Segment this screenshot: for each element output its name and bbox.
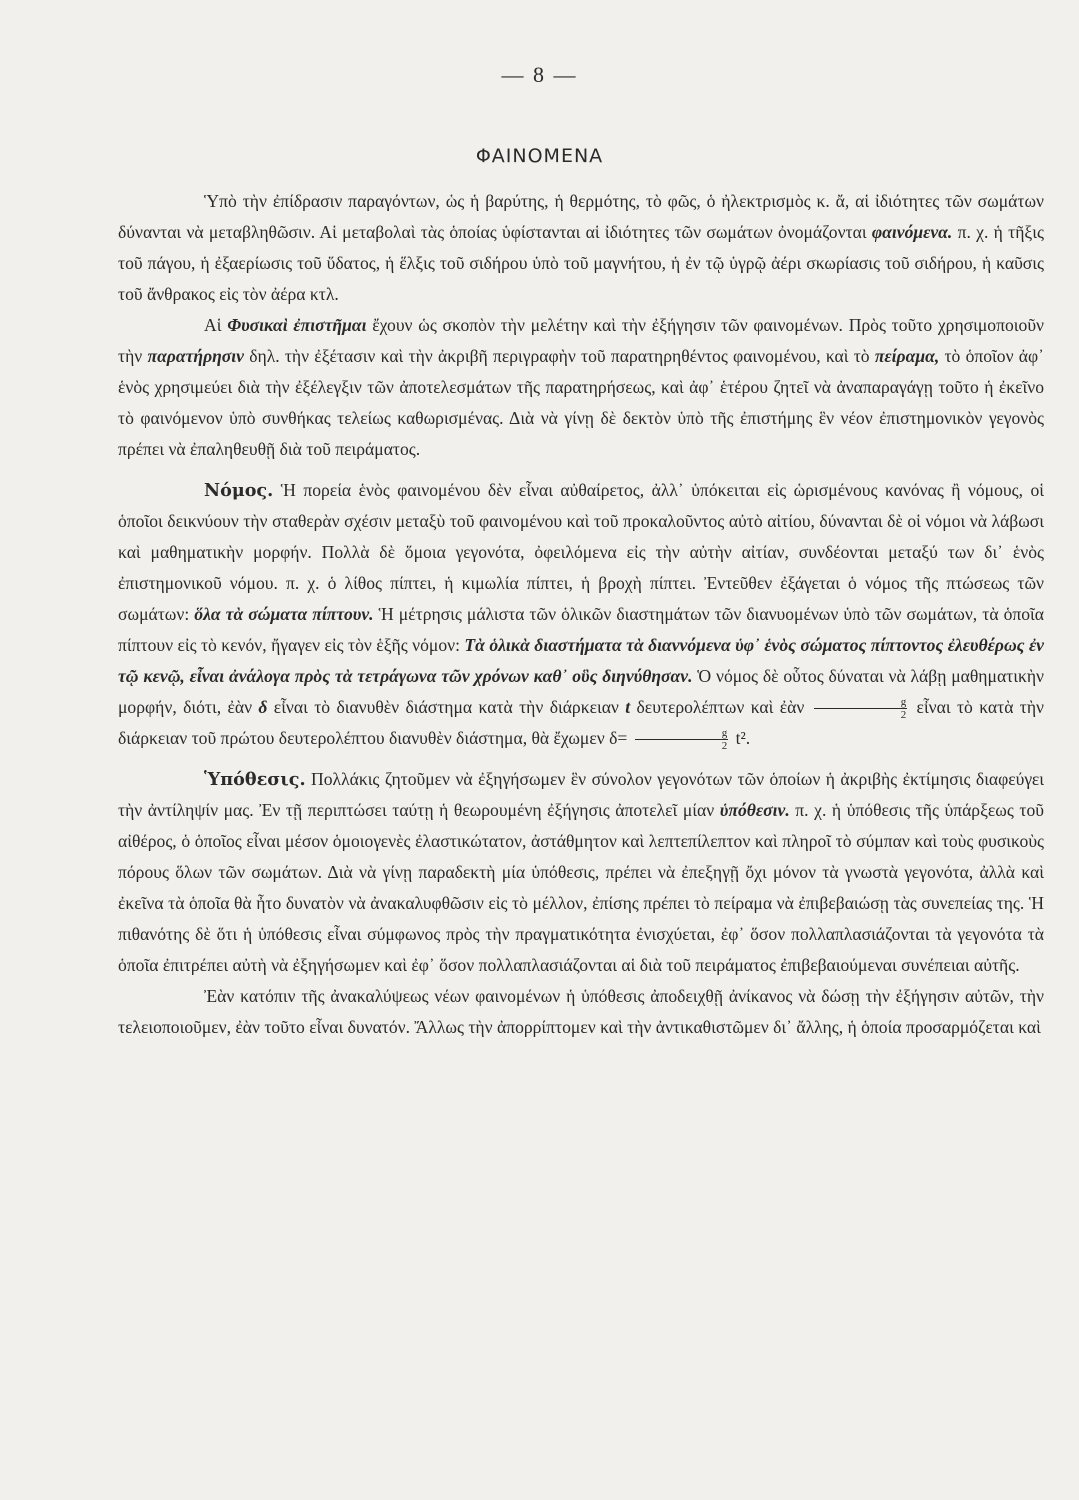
body-text bbox=[118, 186, 1044, 1043]
paragraph-phenomena bbox=[118, 186, 1044, 310]
term-observation: παρατήρησιν bbox=[147, 346, 244, 366]
fraction-numerator: g bbox=[635, 727, 729, 740]
fraction-g-over-2 bbox=[635, 727, 729, 752]
paragraph-text: δηλ. τὴν ἐξέτασιν καὶ τὴν ἀκριβῆ περιγραφὴν τοῦ παρατηρηθέντος φαινομένου, καὶ τὸ bbox=[243, 346, 875, 366]
paragraph-text: t². bbox=[731, 728, 751, 748]
paragraph-text: Ἐὰν κατόπιν τῆς ἀνακαλύψεως νέων φαινομένων ἡ ὑπόθεσις ἀποδειχθῇ ἀνίκανος νὰ δώσῃ τὴν ἐξήγησιν αὐτῶν, τὴν τελειοποιοῦμεν, ἐὰν τοῦτο εἶναι δυνατόν. Ἄλλως τὴν ἀπορρίπτομεν καὶ τὴν ἀντικαθιστῶμεν δι᾽ ἄλλης, ἡ ὁποία προσαρμόζεται καὶ bbox=[118, 986, 1044, 1037]
paragraph-text: Ἡ μέτρησις μάλιστα τῶν ὁλικῶν διαστημάτων τῶν διανυομένων ὑπὸ τῶν σωμάτων, τὰ ὁποῖα πίπτουν εἰς τὸ κενόν, ἤγαγεν εἰς τὸν ἑξῆς νόμον: bbox=[118, 604, 1045, 655]
section-heading: ΦΑΙΝΟΜΕΝΑ bbox=[475, 145, 604, 167]
paragraph-text: Ὁ νόμος δὲ οὗτος δύναται νὰ λάβῃ μαθηματικὴν μορφήν, διότι, ἐὰν bbox=[118, 666, 1044, 717]
term-hypothesis: ὑπόθεσιν. bbox=[719, 800, 790, 820]
paragraph-text: εἶναι τὸ διανυθὲν διάστημα κατὰ τὴν διάρκειαν bbox=[267, 697, 626, 717]
term-physical-sciences: Φυσικαὶ ἐπιστῆμαι bbox=[227, 315, 367, 335]
fraction-denominator: 2 bbox=[900, 709, 907, 722]
fraction-numerator: g bbox=[814, 696, 908, 709]
paragraph-text: ἔχουν ὡς σκοπὸν τὴν μελέτην καὶ τὴν ἐξήγησιν τῶν φαινομένων. Πρὸς τοῦτο χρησιμοποιοῦν τὴν bbox=[118, 315, 1044, 366]
paragraph-text: εἶναι τὸ κατὰ τὴν διάρκειαν τοῦ πρώτου δευτερολέπτου διανυθὲν διάστημα, θὰ ἔχωμεν δ= bbox=[118, 697, 1045, 748]
variable-t: t bbox=[625, 697, 631, 717]
paragraph-hypothesis bbox=[118, 764, 1044, 981]
term-phenomena: φαινόμενα. bbox=[871, 222, 953, 242]
fraction-denominator: 2 bbox=[721, 740, 728, 753]
fraction-g-over-2 bbox=[814, 696, 908, 721]
variable-d: δ bbox=[258, 697, 268, 717]
paragraph-text: π. χ. ἡ ὑπόθεσις τῆς ὑπάρξεως τοῦ αἰθέρος, ὁ ὁποῖος εἶναι μέσον ὁμοιογενὲς ἐλαστικώτατον, ἀστάθμητον καὶ λεπτεπίλεπτον καὶ πληροῖ τὸ σύμπαν καὶ τοὺς φυσικοὺς πόρους ὅλων τῶν σωμάτων. Διὰ νὰ γίνῃ παραδεκτὴ μία ὑπόθεσις, πρέπει νὰ ἐπεξηγῇ ὄχι μόνον τὰ γνωστὰ γεγονότα, ἀλλὰ καὶ ἐκεῖνα τὰ ὁποῖα θὰ ἦτο δυνατὸν νὰ ἀνακαλυφθῶσιν εἰς τὸ μέλλον, ἐπίσης πρέπει τὸ πείραμα νὰ ἐπιβεβαιώσῃ τὰς συνεπείας της. Ἡ πιθανότης δὲ ὅτι ἡ ὑπόθεσις εἶναι σύμφωνος πρὸς τὴν πραγματικότητα ἐνισχύεται, ἐφ᾽ ὅσον πολλαπλασιάζονται τὰ γεγονότα τὰ ὁποῖα ἐπιτρέπει αὐτὴ νὰ ἐξηγήσωμεν καὶ ἐφ᾽ ὅσον πολλαπλασιάζονται αἱ διὰ τοῦ πειράματος ἐπιβεβαιούμεναι συνέπειαι αὐτῆς. bbox=[118, 800, 1044, 975]
paragraph-sciences bbox=[118, 310, 1044, 465]
label-hypothesis: Ὑπόθεσις. bbox=[204, 769, 306, 790]
paragraph-law bbox=[118, 475, 1044, 754]
paragraph-text: Ὑπὸ τὴν ἐπίδρασιν παραγόντων, ὡς ἡ βαρύτης, ἡ θερμότης, τὸ φῶς, ὁ ἠλεκτρισμὸς κ. ἄ, αἱ ἰδιότητες τῶν σωμάτων δύνανται νὰ μεταβληθῶσιν. Αἱ μεταβολαὶ τὰς ὁποίας ὑφίστανται αἱ ἰδιότητες τῶν σωμάτων ὀνομάζονται bbox=[118, 191, 1044, 242]
law-statement: ὅλα τὰ σώματα πίπτουν. bbox=[194, 604, 374, 624]
term-experiment: πείραμα, bbox=[874, 346, 940, 366]
label-law: Νόμος. bbox=[204, 480, 274, 501]
paragraph-text: Αἱ bbox=[204, 315, 228, 335]
paragraph-text: τὸ ὁποῖον ἀφ᾽ ἑνὸς χρησιμεύει διὰ τὴν ἐξέλεγξιν τῶν ἀποτελεσμάτων τῆς παρατηρήσεως, καὶ ἀφ᾽ ἑτέρου ζητεῖ νὰ ἀναπαραγάγῃ τοῦτο ἡ ἐκεῖνο τὸ φαινόμενον ὑπὸ συνθήκας τελείως καθωρισμένας. Διὰ νὰ γίνῃ δὲ δεκτὸν ὑπὸ τῆς ἐπιστήμης ἓν νέον ἐπιστημονικὸν γεγονὸς πρέπει νὰ ἐπαληθευθῇ διὰ τοῦ πειράματος. bbox=[118, 346, 1045, 459]
paragraph-conclusion bbox=[118, 981, 1044, 1043]
paragraph-text: δευτερολέπτων καὶ ἐὰν bbox=[630, 697, 811, 717]
paragraph-text: π. χ. ἡ τῆξις τοῦ πάγου, ἡ ἐξαερίωσις τοῦ ὕδατος, ἡ ἕλξις τοῦ σιδήρου ὑπὸ τοῦ μαγνήτου, ἡ ἐν τῷ ὑγρῷ ἀέρι σκωρίασις τοῦ σιδήρου, ἡ καῦσις τοῦ ἄνθρακος εἰς τὸν ἀέρα κτλ. bbox=[118, 222, 1044, 304]
paragraph-text: Πολλάκις ζητοῦμεν νὰ ἐξηγήσωμεν ἓν σύνολον γεγονότων τῶν ὁποίων ἡ ἀκριβὴς ἐκτίμησις διαφεύγει τὴν ἀντίληψίν μας. Ἐν τῇ περιπτώσει ταύτῃ ἡ θεωρουμένη ἐξήγησις ἀποτελεῖ μίαν bbox=[118, 769, 1044, 820]
law-statement: Τὰ ὁλικὰ διαστήματα τὰ διαννόμενα ὑφ᾽ ἑνὸς σώματος πίπτοντος ἐλευθέρως ἐν τῷ κενῷ, εἶναι ἀνάλογα πρὸς τὰ τετράγωνα τῶν χρόνων καθ᾽ οὓς διηνύθησαν. bbox=[118, 635, 1044, 686]
page-number: — 8 — bbox=[501, 62, 578, 87]
paragraph-text: Ἡ πορεία ἑνὸς φαινομένου δὲν εἶναι αὐθαίρετος, ἀλλ᾽ ὑπόκειται εἰς ὡρισμένους κανόνας ἢ νόμους, οἱ ὁποῖοι δεικνύουν τὴν σταθερὰν σχέσιν μεταξὺ τοῦ φαινομένου καὶ τοῦ προκαλοῦντος αὐτὸ αἰτίου, δύνανται δὲ οἱ νόμοι νὰ λάβωσι καὶ μαθηματικὴν μορφήν. Πολλὰ δὲ ὅμοια γεγονότα, ὀφειλόμενα εἰς τὴν αὐτὴν αἰτίαν, συνδέονται μεταξύ των δι᾽ ἑνὸς ἐπιστημονικοῦ νόμου. π. χ. ὁ λίθος πίπτει, ἡ κιμωλία πίπτει, ἡ βροχὴ πίπτει. Ἐντεῦθεν ἐξάγεται ὁ νόμος τῆς πτώσεως τῶν σωμάτων: bbox=[118, 480, 1044, 624]
